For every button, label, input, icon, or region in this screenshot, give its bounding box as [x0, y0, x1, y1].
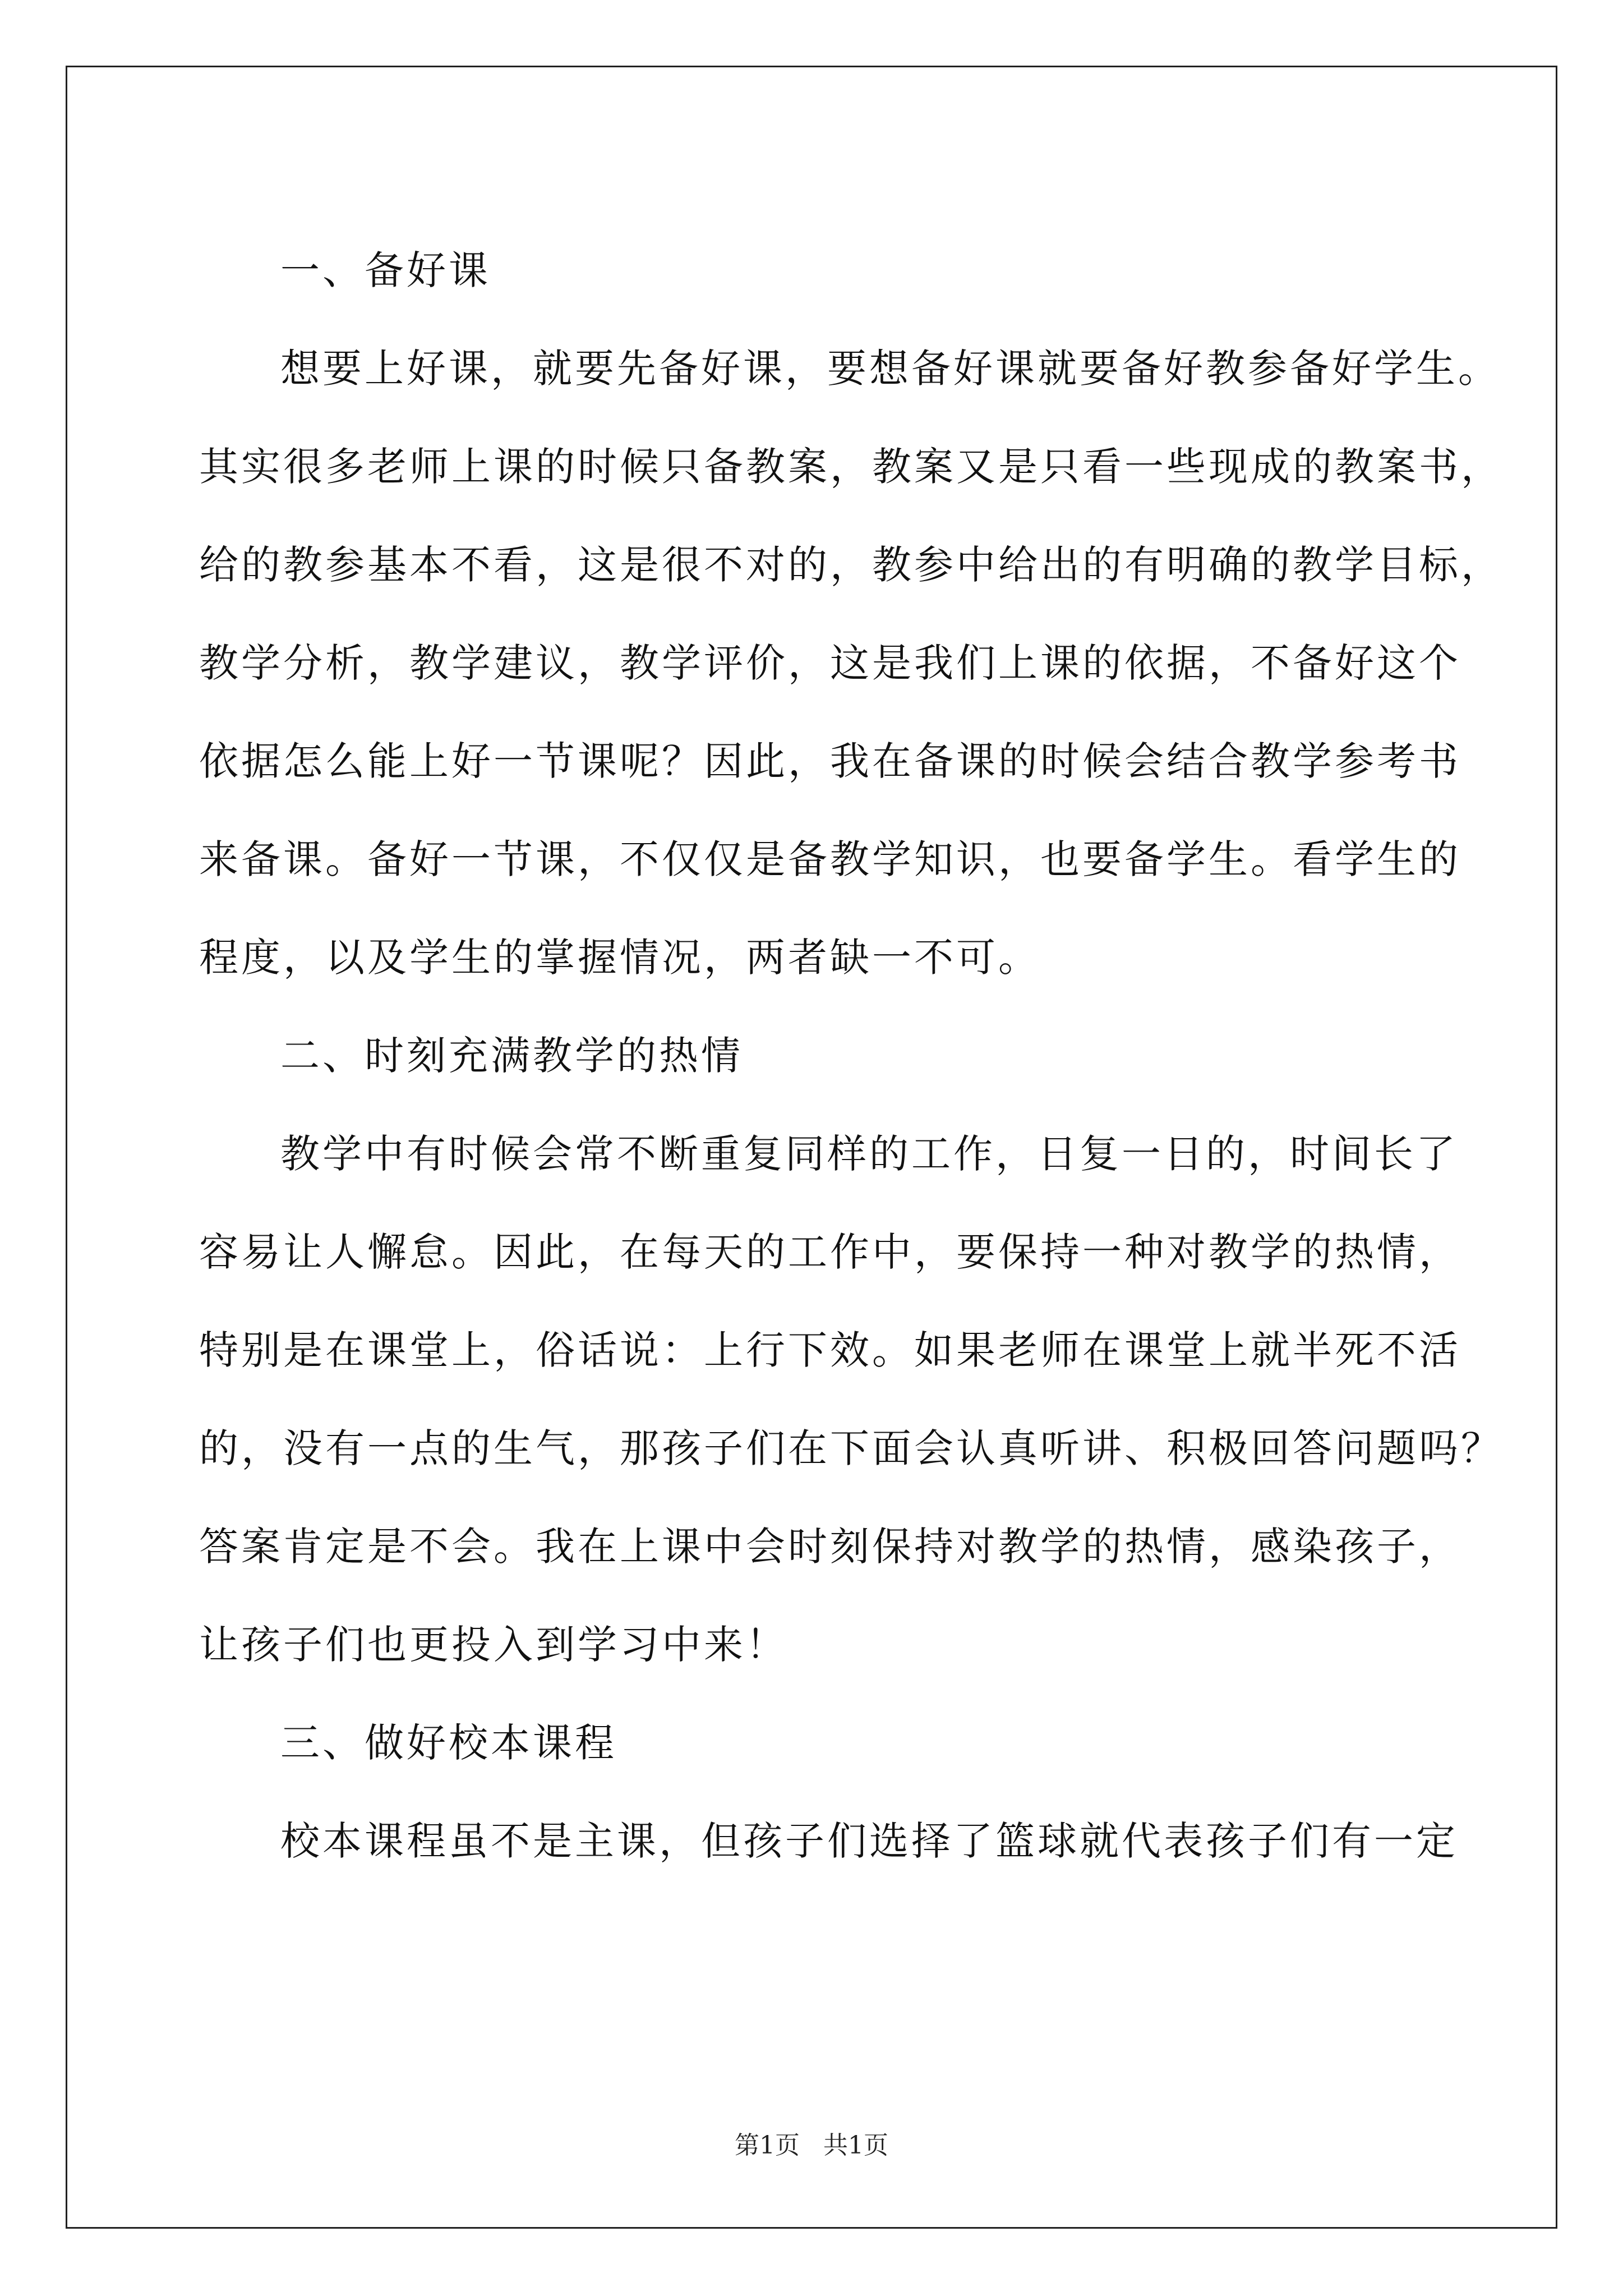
- section-heading: 三、做好校本课程: [280, 1720, 617, 1766]
- document-body: [199, 222, 1503, 1890]
- section-2: [199, 1007, 1503, 1694]
- paragraph-line: 教学中有时候会常不断重复同样的工作，日复一日的，时间长了: [280, 1131, 1458, 1177]
- paragraph-line: 想要上好课，就要先备好课，要想备好课就要备好教参备好学生。: [280, 346, 1500, 392]
- paragraph-line: 让孩子们也更投入到学习中来！: [199, 1622, 788, 1668]
- paragraph-line: 容易让人懈怠。因此，在每天的工作中，要保持一种对教学的热情，: [199, 1229, 1461, 1275]
- page-footer: [0, 2129, 1623, 2162]
- paragraph-line: 依据怎么能上好一节课呢？因此，我在备课的时候会结合教学参考书: [199, 738, 1461, 784]
- page-number: 第1页: [735, 2131, 800, 2160]
- paragraph-line: 给的教参基本不看，这是很不对的，教参中给出的有明确的教学目标，: [199, 542, 1503, 588]
- paragraph-line: 其实很多老师上课的时候只备教案，教案又是只看一些现成的教案书，: [199, 444, 1503, 490]
- paragraph-line: 的，没有一点的生气，那孩子们在下面会认真听讲、积极回答问题吗？: [199, 1425, 1503, 1471]
- paragraph-line: 特别是在课堂上，俗话说：上行下效。如果老师在课堂上就半死不活: [199, 1327, 1461, 1373]
- section-1: [199, 222, 1503, 1007]
- paragraph-line: 来备课。备好一节课，不仅仅是备教学知识，也要备学生。看学生的: [199, 836, 1461, 882]
- page-total: 共1页: [823, 2131, 888, 2160]
- paragraph-line: 程度，以及学生的掌握情况，两者缺一不可。: [199, 935, 1040, 981]
- section-3: [199, 1694, 1489, 1890]
- paragraph-line: 答案肯定是不会。我在上课中会时刻保持对教学的热情，感染孩子，: [199, 1524, 1461, 1570]
- paragraph-line: 校本课程虽不是主课，但孩子们选择了篮球就代表孩子们有一定: [280, 1818, 1458, 1864]
- section-heading: 二、时刻充满教学的热情: [280, 1033, 743, 1079]
- paragraph-line: 教学分析，教学建议，教学评价，这是我们上课的依据，不备好这个: [199, 640, 1461, 686]
- section-heading: 一、备好课: [280, 247, 491, 293]
